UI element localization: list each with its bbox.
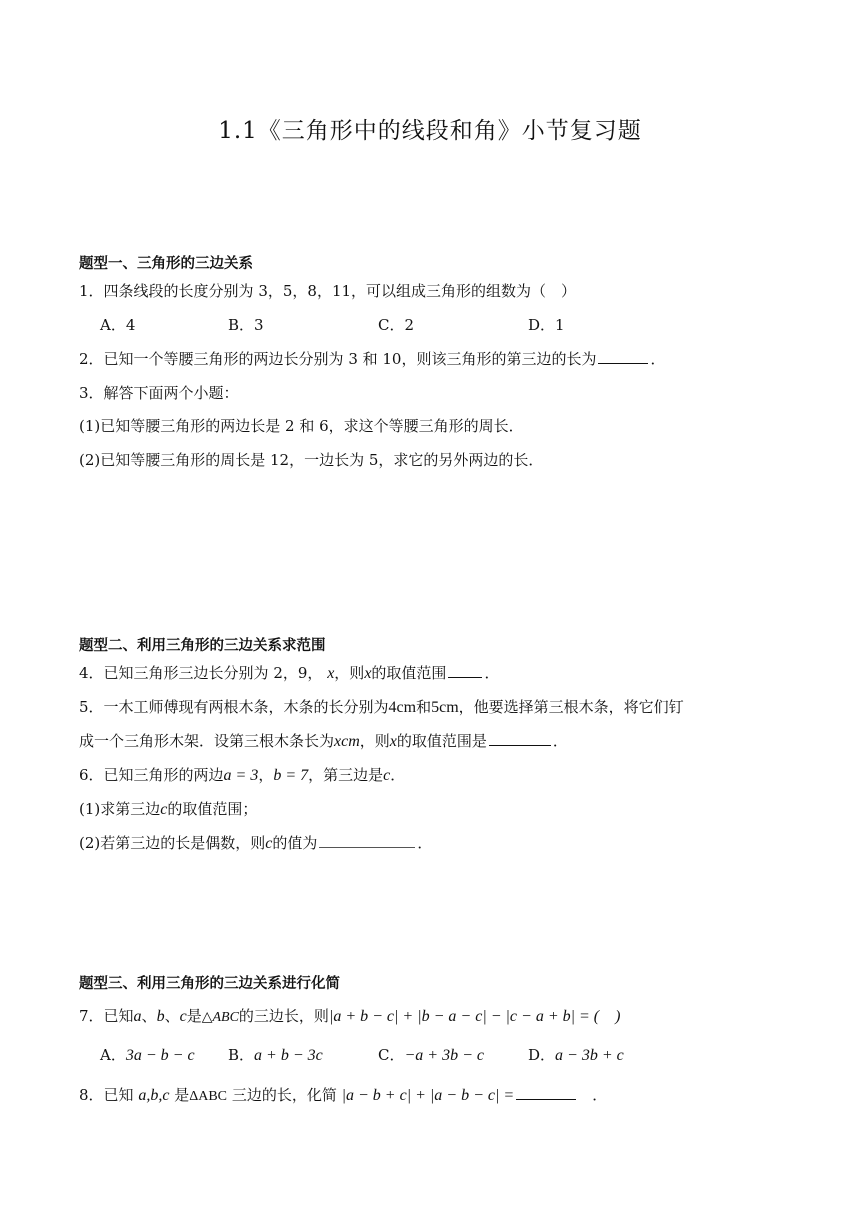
q6-sub1-var: c	[160, 801, 168, 818]
q6-sub1-a: (1)求第三边	[79, 800, 161, 818]
q4-var-x2: x	[364, 665, 372, 682]
q8-text-b: 是	[174, 1086, 190, 1104]
q7-triangle: △ABC	[201, 1010, 239, 1025]
q5-answer-blank[interactable]	[489, 731, 551, 746]
q7-option-c	[378, 1045, 484, 1066]
q7-option-d-label: D．	[528, 1046, 556, 1064]
q7-option-c-expr: −a + 3b − c	[404, 1047, 484, 1064]
q2-end: ．	[650, 350, 666, 368]
q7-sep-1: 、	[141, 1007, 157, 1025]
q7-option-d-expr: a − 3b + c	[555, 1047, 624, 1064]
q7-sep-2: 、	[164, 1007, 180, 1025]
q6-text-a: 6．已知三角形的两边	[79, 766, 224, 784]
section-heading-2: 题型二、利用三角形的三边关系求范围	[79, 638, 326, 654]
section-heading-1: 题型一、三角形的三边关系	[79, 256, 253, 272]
q8-text-c: 三边的长，化简	[231, 1086, 337, 1104]
q7-option-b	[228, 1045, 323, 1066]
question-5-line-1	[79, 697, 684, 718]
q4-var-x: x	[327, 665, 335, 682]
q7-option-d	[528, 1045, 624, 1066]
q5-var-x: x	[389, 733, 397, 750]
question-3: 3．解答下面两个小题：	[79, 384, 239, 402]
q6-sub2-a: (2)若第三边的长是偶数，则	[79, 834, 266, 852]
q7-expression: |a + b − c| + |b − a − c| − |c − a + b| = ( )	[328, 1008, 621, 1025]
question-3-part-1: (1)已知等腰三角形的两边长是 2 和 6，求这个等腰三角形的周长．	[79, 417, 524, 435]
q5-text-b: 和	[416, 698, 432, 716]
q2-answer-blank[interactable]	[598, 349, 648, 364]
q5-text-d: 成一个三角形木架．设第三根木条长为	[79, 732, 335, 750]
q7-var-c: c	[179, 1008, 187, 1025]
q1-option-c: C．2	[378, 316, 415, 334]
question-6-part-1	[79, 799, 257, 820]
q6-answer-blank[interactable]	[319, 833, 415, 848]
q6-sub1-b: 的取值范围；	[167, 800, 258, 818]
q1-option-d: D．1	[528, 316, 565, 334]
q5-text-a: 5．一木工师傅现有两根木条，木条的长分别为	[79, 698, 389, 716]
q1-option-a: A．4	[100, 316, 136, 334]
q6-text-c: ，第三边是	[308, 766, 384, 784]
q4-text-a: 4．已知三角形三边长分别为 2，9，	[79, 664, 323, 682]
q5-value-5cm: 5cm	[431, 699, 459, 716]
page-title: 1.1《三角形中的线段和角》小节复习题	[218, 118, 642, 144]
q6-sub2-var: c	[265, 835, 273, 852]
q6-expr-b: b = 7	[273, 767, 309, 784]
q5-text-f: 的取值范围是	[396, 732, 487, 750]
q1-option-b: B．3	[228, 316, 264, 334]
q6-var-c: c	[383, 767, 391, 784]
question-7	[79, 1006, 620, 1028]
question-1: 1．四条线段的长度分别为 3，5，8，11，可以组成三角形的组数为（ ）	[79, 282, 577, 300]
q7-text-c: 的三边长，则	[238, 1007, 329, 1025]
q8-answer-blank[interactable]	[516, 1085, 576, 1100]
q6-text-d: ．	[390, 766, 406, 784]
q8-triangle: ΔABC	[189, 1089, 228, 1104]
q6-sub2-end: ．	[417, 834, 433, 852]
question-6	[79, 765, 405, 786]
question-3-part-2: (2)已知等腰三角形的周长是 12，一边长为 5，求它的另外两边的长．	[79, 451, 544, 469]
q8-expression: |a − b + c| + |a − b − c| =	[341, 1087, 515, 1104]
q7-option-c-label: C．	[378, 1046, 405, 1064]
q2-text: 2．已知一个等腰三角形的两边长分别为 3 和 10，则该三角形的第三边的长为	[79, 350, 597, 368]
q5-end: ．	[552, 732, 568, 750]
q6-sub2-b: 的值为	[272, 834, 318, 852]
question-2	[79, 349, 666, 369]
q8-text-a: 8．已知	[79, 1086, 134, 1104]
q7-option-b-label: B．	[228, 1046, 255, 1064]
q8-vars: a,b,c	[138, 1087, 170, 1104]
q8-end: ．	[592, 1086, 608, 1104]
q4-text-c: 的取值范围	[371, 664, 447, 682]
question-8	[79, 1085, 607, 1107]
section-heading-3: 题型三、利用三角形的三边关系进行化简	[79, 976, 340, 992]
q4-end: ．	[484, 664, 500, 682]
question-4	[79, 663, 499, 684]
q7-option-b-expr: a + b − 3c	[254, 1047, 323, 1064]
q7-option-a-label: A．	[100, 1046, 126, 1064]
q7-text-a: 7．已知	[79, 1007, 134, 1025]
q4-text-b: ，则	[334, 664, 365, 682]
q6-text-b: ，	[258, 766, 274, 784]
question-6-part-2	[79, 833, 432, 854]
q5-value-4cm: 4cm	[388, 699, 417, 716]
q5-text-e: ，则	[359, 732, 390, 750]
q7-text-b: 是	[186, 1007, 202, 1025]
question-5-line-2	[79, 731, 568, 752]
q7-option-a	[100, 1045, 195, 1066]
q7-option-a-expr: 3a − b − c	[125, 1047, 195, 1064]
q5-text-c: ，他要选择第三根木条，将它们钉	[458, 698, 684, 716]
q4-answer-blank[interactable]	[448, 663, 482, 678]
q7-var-b: b	[156, 1008, 165, 1025]
q6-expr-a: a = 3	[223, 767, 259, 784]
q7-var-a: a	[133, 1008, 142, 1025]
q5-value-xcm: xcm	[334, 733, 360, 750]
